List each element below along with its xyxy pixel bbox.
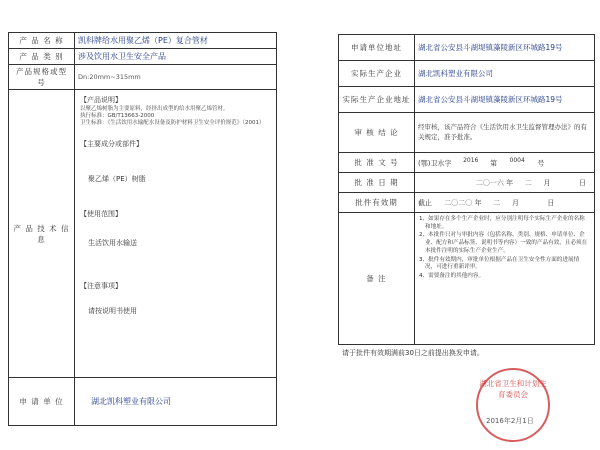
approval-suffix: 号 xyxy=(537,159,545,168)
product-info-table xyxy=(8,32,277,426)
opinion-value: 经审核，该产品符合《生活饮用水卫生监督管理办法》的有关规定，准予批准。 xyxy=(415,113,595,153)
use-value: 生活饮用水输送 xyxy=(88,238,137,247)
desc-line-1: 以聚乙烯树脂为主要原料，经挤出成型的给水用聚乙烯管材。 xyxy=(80,106,229,112)
applicant-address-label: 申请单位地址 xyxy=(339,35,415,61)
seal-date: 2016年2月1日 xyxy=(486,417,534,425)
valid-month: 二 xyxy=(493,198,501,207)
desc-heading: 【产品说明】 xyxy=(80,96,122,104)
tech-info-label: 产 品 技 术 信 息 xyxy=(9,90,75,378)
date-month: 二 xyxy=(524,178,532,187)
date-day-label: 日 xyxy=(579,178,586,187)
approval-number-value xyxy=(415,153,595,173)
approval-no-label: 第 xyxy=(489,159,497,168)
notes-value: 请按说明书使用 xyxy=(88,306,137,315)
notes-heading: 【注意事项】 xyxy=(80,281,122,290)
valid-year-label: 年 xyxy=(474,198,482,207)
approval-info-table xyxy=(338,34,595,345)
approval-year: 2016 xyxy=(463,156,479,164)
manufacturer-address-value: 湖北省公安县斗湖堤镇藻陵新区环城路19号 xyxy=(415,87,595,113)
product-category-value: 涉及饮用水卫生安全产品 xyxy=(75,49,277,65)
footer-note: 请于批件有效期满前30日之前提出换发申请。 xyxy=(342,349,484,357)
valid-month-label: 月 xyxy=(511,198,519,207)
remark-2: 2、本批件只对与审批内容（包括名称、类别、规格、申请单位、企业、配方和产品标签、说明书等内容）一致的产品有效，且必须在本批件注明的实际生产企业生产。 xyxy=(419,232,588,254)
desc-line-3: 卫生标准：《生活饮用水输配水设备及防护材料卫生安全评价规范》（2001） xyxy=(80,119,265,126)
product-spec-value: Dn:20mm~315mm xyxy=(75,65,277,90)
approval-number-label: 批 准 文 号 xyxy=(339,153,415,173)
product-name-label: 产 品 名 称 xyxy=(9,33,75,49)
remarks-cell xyxy=(415,213,595,345)
approval-no: 0004 xyxy=(509,156,525,164)
date-month-label: 月 xyxy=(543,178,551,187)
parts-value: 聚乙烯（PE）树脂 xyxy=(88,174,146,183)
valid-day-label: 日 xyxy=(547,198,555,207)
approval-date-label: 批 准 日 期 xyxy=(339,173,415,193)
date-year-label: 年 xyxy=(506,178,514,187)
product-spec-label: 产品规格或型号 xyxy=(9,65,75,90)
opinion-label: 审 核 结 论 xyxy=(339,113,415,153)
valid-prefix: 截止 xyxy=(418,198,432,207)
parts-heading: 【主要成分或部件】 xyxy=(80,139,143,148)
official-seal xyxy=(476,368,550,442)
remark-3: 3、批件有效期内，审批单位根据产品在卫生安全性方面的进展情况，可进行重新评审。 xyxy=(419,256,580,271)
applicant-label: 申 请 单 位 xyxy=(9,378,75,426)
applicant-address-value: 湖北省公安县斗湖堤镇藻陵新区环城路19号 xyxy=(415,35,595,61)
manufacturer-address-label: 实际生产企业地址 xyxy=(339,87,415,113)
product-name-value: 凯科牌给水用聚乙烯（PE）复合管材 xyxy=(75,33,277,49)
remarks-label: 备 注 xyxy=(339,213,415,345)
approval-date-value xyxy=(415,173,595,193)
product-category-label: 产 品 类 别 xyxy=(9,49,75,65)
remark-4: 4、需要备注的其他内容。 xyxy=(419,273,485,280)
approval-prefix: (鄂)卫水字 xyxy=(418,159,452,168)
manufacturer-label: 实际生产企业 xyxy=(339,61,415,87)
remark-1: 1、如果存在多个生产企业时，应分别注明每个实际生产企业的名称和地址。 xyxy=(419,216,585,230)
applicant-value: 湖北凯科塑业有限公司 xyxy=(75,378,277,426)
date-year: 二〇一六 xyxy=(475,178,504,187)
valid-year: 二〇二〇 xyxy=(444,198,473,207)
manufacturer-value: 湖北凯科塑业有限公司 xyxy=(415,61,595,87)
seal-text: 湖北省卫生和计划生育委员会 xyxy=(479,379,547,399)
valid-period-value xyxy=(415,193,595,213)
desc-line-2: 执行标准：GB/T13663-2000 xyxy=(80,112,155,119)
tech-info-cell xyxy=(75,90,277,378)
valid-period-label: 批件有效期 xyxy=(339,193,415,213)
use-heading: 【使用范围】 xyxy=(80,209,122,218)
